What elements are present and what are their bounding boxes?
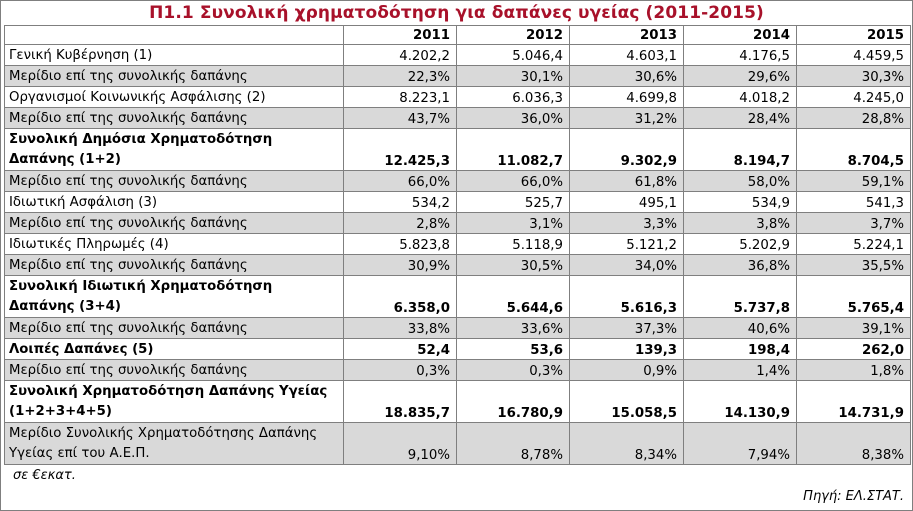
cell-value: 5.224,1 bbox=[797, 234, 911, 255]
year-header: 2011 bbox=[344, 26, 457, 45]
cell-value: 6.036,3 bbox=[457, 87, 570, 108]
cell-value: 8.194,7 bbox=[684, 129, 797, 171]
table-row bbox=[5, 108, 911, 129]
cell-value: 29,6% bbox=[684, 66, 797, 87]
table-row bbox=[5, 360, 911, 381]
cell-value: 9.302,9 bbox=[570, 129, 684, 171]
cell-value: 534,2 bbox=[344, 192, 457, 213]
cell-value: 198,4 bbox=[684, 339, 797, 360]
cell-value: 30,1% bbox=[457, 66, 570, 87]
cell-value: 8.223,1 bbox=[344, 87, 457, 108]
cell-value: 3,8% bbox=[684, 213, 797, 234]
cell-value: 6.358,0 bbox=[344, 276, 457, 318]
cell-value: 0,3% bbox=[457, 360, 570, 381]
cell-value: 5.616,3 bbox=[570, 276, 684, 318]
row-label: Λοιπές Δαπάνες (5) bbox=[5, 339, 344, 360]
row-label: Γενική Κυβέρνηση (1) bbox=[5, 45, 344, 66]
cell-value: 36,0% bbox=[457, 108, 570, 129]
cell-value: 5.644,6 bbox=[457, 276, 570, 318]
cell-value: 262,0 bbox=[797, 339, 911, 360]
cell-value: 5.121,2 bbox=[570, 234, 684, 255]
cell-value: 43,7% bbox=[344, 108, 457, 129]
cell-value: 3,1% bbox=[457, 213, 570, 234]
cell-value: 33,8% bbox=[344, 318, 457, 339]
row-label: Συνολική Χρηματοδότηση Δαπάνης Υγείας (1+2+3+4+5) bbox=[5, 381, 344, 423]
cell-value: 8,38% bbox=[797, 423, 911, 465]
row-label: Μερίδιο επί της συνολικής δαπάνης bbox=[5, 213, 344, 234]
row-label: Ιδιωτική Ασφάλιση (3) bbox=[5, 192, 344, 213]
table-row bbox=[5, 192, 911, 213]
cell-value: 1,4% bbox=[684, 360, 797, 381]
table-row bbox=[5, 213, 911, 234]
cell-value: 34,0% bbox=[570, 255, 684, 276]
cell-value: 4.018,2 bbox=[684, 87, 797, 108]
table-row bbox=[5, 66, 911, 87]
cell-value: 4.176,5 bbox=[684, 45, 797, 66]
cell-value: 28,4% bbox=[684, 108, 797, 129]
cell-value: 30,5% bbox=[457, 255, 570, 276]
cell-value: 8,34% bbox=[570, 423, 684, 465]
cell-value: 9,10% bbox=[344, 423, 457, 465]
table-title: Π1.1 Συνολική χρηματοδότηση για δαπάνες υγείας (2011-2015) bbox=[149, 3, 764, 23]
cell-value: 31,2% bbox=[570, 108, 684, 129]
cell-value: 8,78% bbox=[457, 423, 570, 465]
cell-value: 5.823,8 bbox=[344, 234, 457, 255]
cell-value: 0,3% bbox=[344, 360, 457, 381]
cell-value: 0,9% bbox=[570, 360, 684, 381]
row-label: Μερίδιο επί της συνολικής δαπάνης bbox=[5, 255, 344, 276]
cell-value: 534,9 bbox=[684, 192, 797, 213]
cell-value: 3,7% bbox=[797, 213, 911, 234]
table-row bbox=[5, 255, 911, 276]
cell-value: 5.765,4 bbox=[797, 276, 911, 318]
row-label: Μερίδιο επί της συνολικής δαπάνης bbox=[5, 171, 344, 192]
header-corner bbox=[5, 26, 344, 45]
cell-value: 139,3 bbox=[570, 339, 684, 360]
cell-value: 14.731,9 bbox=[797, 381, 911, 423]
cell-value: 52,4 bbox=[344, 339, 457, 360]
financing-table bbox=[4, 25, 911, 465]
source-note: Πηγή: ΕΛ.ΣΤΑΤ. bbox=[803, 489, 904, 504]
cell-value: 5.737,8 bbox=[684, 276, 797, 318]
cell-value: 5.046,4 bbox=[457, 45, 570, 66]
cell-value: 525,7 bbox=[457, 192, 570, 213]
cell-value: 30,6% bbox=[570, 66, 684, 87]
row-label: Μερίδιο επί της συνολικής δαπάνης bbox=[5, 360, 344, 381]
row-label: Μερίδιο επί της συνολικής δαπάνης bbox=[5, 318, 344, 339]
cell-value: 12.425,3 bbox=[344, 129, 457, 171]
cell-value: 59,1% bbox=[797, 171, 911, 192]
year-header: 2015 bbox=[797, 26, 911, 45]
total-row bbox=[5, 276, 911, 318]
cell-value: 4.459,5 bbox=[797, 45, 911, 66]
cell-value: 14.130,9 bbox=[684, 381, 797, 423]
cell-value: 4.699,8 bbox=[570, 87, 684, 108]
cell-value: 4.603,1 bbox=[570, 45, 684, 66]
table-row bbox=[5, 87, 911, 108]
cell-value: 53,6 bbox=[457, 339, 570, 360]
row-label: Οργανισμοί Κοινωνικής Ασφάλισης (2) bbox=[5, 87, 344, 108]
table-row bbox=[5, 318, 911, 339]
cell-value: 35,5% bbox=[797, 255, 911, 276]
cell-value: 22,3% bbox=[344, 66, 457, 87]
cell-value: 4.202,2 bbox=[344, 45, 457, 66]
cell-value: 7,94% bbox=[684, 423, 797, 465]
cell-value: 39,1% bbox=[797, 318, 911, 339]
cell-value: 33,6% bbox=[457, 318, 570, 339]
cell-value: 8.704,5 bbox=[797, 129, 911, 171]
year-header: 2012 bbox=[457, 26, 570, 45]
cell-value: 18.835,7 bbox=[344, 381, 457, 423]
cell-value: 16.780,9 bbox=[457, 381, 570, 423]
year-header: 2014 bbox=[684, 26, 797, 45]
cell-value: 3,3% bbox=[570, 213, 684, 234]
row-label: Μερίδιο επί της συνολικής δαπάνης bbox=[5, 66, 344, 87]
total-row bbox=[5, 129, 911, 171]
table-row bbox=[5, 45, 911, 66]
row-label: Μερίδιο επί της συνολικής δαπάνης bbox=[5, 108, 344, 129]
cell-value: 2,8% bbox=[344, 213, 457, 234]
cell-value: 1,8% bbox=[797, 360, 911, 381]
total-row bbox=[5, 381, 911, 423]
cell-value: 5.118,9 bbox=[457, 234, 570, 255]
cell-value: 58,0% bbox=[684, 171, 797, 192]
cell-value: 5.202,9 bbox=[684, 234, 797, 255]
year-header: 2013 bbox=[570, 26, 684, 45]
header-row bbox=[5, 26, 911, 45]
cell-value: 15.058,5 bbox=[570, 381, 684, 423]
cell-value: 30,9% bbox=[344, 255, 457, 276]
cell-value: 36,8% bbox=[684, 255, 797, 276]
cell-value: 61,8% bbox=[570, 171, 684, 192]
table-row bbox=[5, 171, 911, 192]
row-label: Συνολική Ιδιωτική Χρηματοδότηση Δαπάνης (3+4) bbox=[5, 276, 344, 318]
cell-value: 4.245,0 bbox=[797, 87, 911, 108]
gdp-share-row bbox=[5, 423, 911, 465]
unit-note: σε €εκατ. bbox=[13, 468, 76, 483]
cell-value: 541,3 bbox=[797, 192, 911, 213]
table-row bbox=[5, 234, 911, 255]
cell-value: 40,6% bbox=[684, 318, 797, 339]
cell-value: 30,3% bbox=[797, 66, 911, 87]
cell-value: 11.082,7 bbox=[457, 129, 570, 171]
cell-value: 495,1 bbox=[570, 192, 684, 213]
row-label: Συνολική Δημόσια Χρηματοδότηση Δαπάνης (1+2) bbox=[5, 129, 344, 171]
cell-value: 66,0% bbox=[457, 171, 570, 192]
row-label: Μερίδιο Συνολικής Χρηματοδότησης Δαπάνης Υγείας επί του Α.Ε.Π. bbox=[5, 423, 344, 465]
total-row bbox=[5, 339, 911, 360]
cell-value: 37,3% bbox=[570, 318, 684, 339]
cell-value: 66,0% bbox=[344, 171, 457, 192]
row-label: Ιδιωτικές Πληρωμές (4) bbox=[5, 234, 344, 255]
cell-value: 28,8% bbox=[797, 108, 911, 129]
